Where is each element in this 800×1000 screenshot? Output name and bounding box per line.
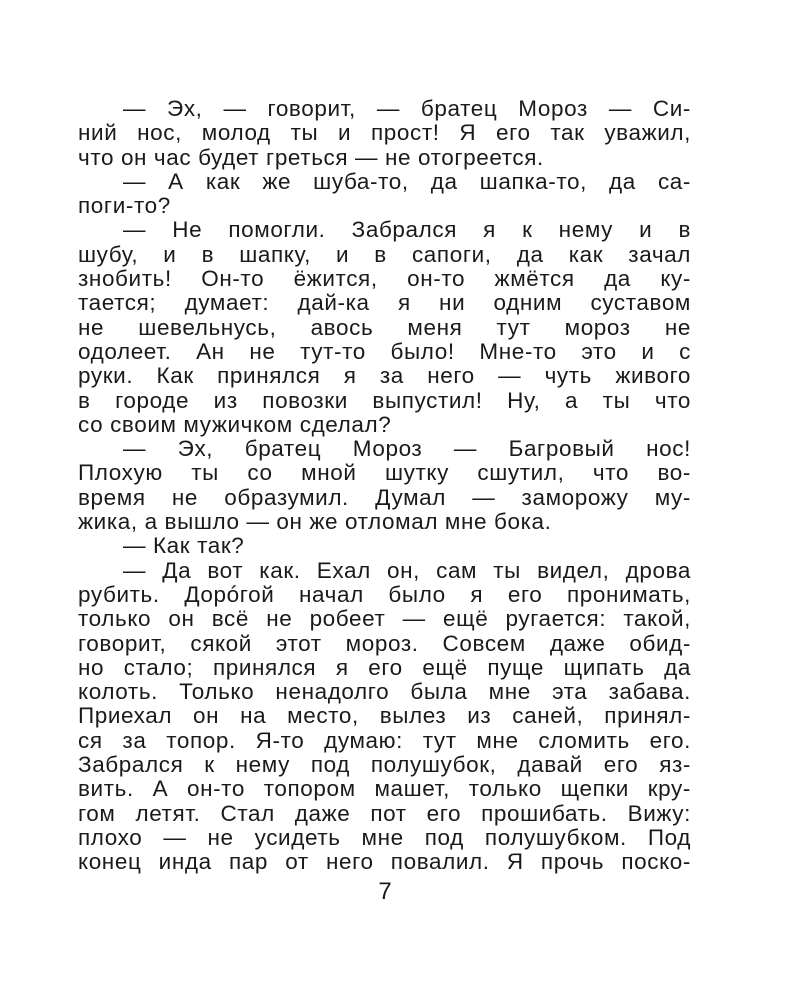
text-line: гом летят. Стал даже пот его прошибать. Вижу: bbox=[78, 800, 691, 826]
text-line: со своим мужичком сделал? bbox=[78, 411, 392, 437]
text-line: Плохую ты со мной шутку сшутил, что во- bbox=[78, 460, 691, 486]
text-line: жика, а вышло — он же отломал мне бока. bbox=[78, 509, 552, 535]
body-text bbox=[78, 97, 691, 875]
text-line: Забрался к нему под полушубок, давай его яз- bbox=[78, 752, 691, 778]
text-line: тается; думает: дай-ка я ни одним суставом bbox=[78, 290, 691, 316]
text-line: время не образумил. Думал — заморожу му- bbox=[78, 484, 691, 510]
text-line: шубу, и в шапку, и в сапоги, да как зачал bbox=[78, 241, 691, 267]
text-line: — Да вот как. Ехал он, сам ты видел, дрова bbox=[123, 557, 691, 583]
text-line: вить. А он-то топором машет, только щепки кру- bbox=[78, 776, 691, 802]
text-line: — Эх, — говорит, — братец Мороз — Си- bbox=[123, 96, 691, 121]
text-line: Приехал он на место, вылез из саней, принял- bbox=[78, 703, 691, 729]
text-line: в городе из повозки выпустил! Ну, а ты что bbox=[78, 387, 691, 413]
text-line: рубить. Дорóгой начал было я его пронимать, bbox=[78, 581, 691, 607]
text-line: поги-то? bbox=[78, 193, 171, 219]
page-number: 7 bbox=[378, 878, 392, 905]
text-line: не шевельнусь, авось меня тут мороз не bbox=[78, 314, 691, 340]
text-line: знобить! Он-то ёжится, он-то жмётся да ку- bbox=[78, 266, 691, 292]
text-line: что он час будет греться — не отогреется. bbox=[78, 144, 544, 170]
text-line: колоть. Только ненадолго была мне эта забава. bbox=[78, 679, 691, 705]
text-line: — А как же шуба-то, да шапка-то, да са- bbox=[123, 168, 691, 194]
text-line: — Не помогли. Забрался я к нему и в bbox=[123, 217, 691, 243]
text-line: плохо — не усидеть мне под полушубком. Под bbox=[78, 824, 691, 850]
text-line: — Эх, братец Мороз — Багровый нос! bbox=[123, 436, 691, 462]
text-line: одолеет. Ан не тут-то было! Мне-то это и с bbox=[78, 338, 691, 364]
text-line: говорит, сякой этот мороз. Совсем даже обид- bbox=[78, 630, 691, 656]
text-line: только он всё не робеет — ещё ругается: такой, bbox=[78, 606, 691, 632]
text-line: — Как так? bbox=[123, 533, 245, 559]
text-line: но стало; принялся я его ещё пуще щипать да bbox=[78, 654, 691, 680]
text-line: конец инда пар от него повалил. Я прочь поско- bbox=[78, 849, 691, 875]
text-line: ся за топор. Я-то думаю: тут мне сломить его. bbox=[78, 727, 691, 753]
text-line: ний нос, молод ты и прост! Я его так уважил, bbox=[78, 120, 691, 146]
text-line: руки. Как принялся я за него — чуть живого bbox=[78, 363, 691, 389]
